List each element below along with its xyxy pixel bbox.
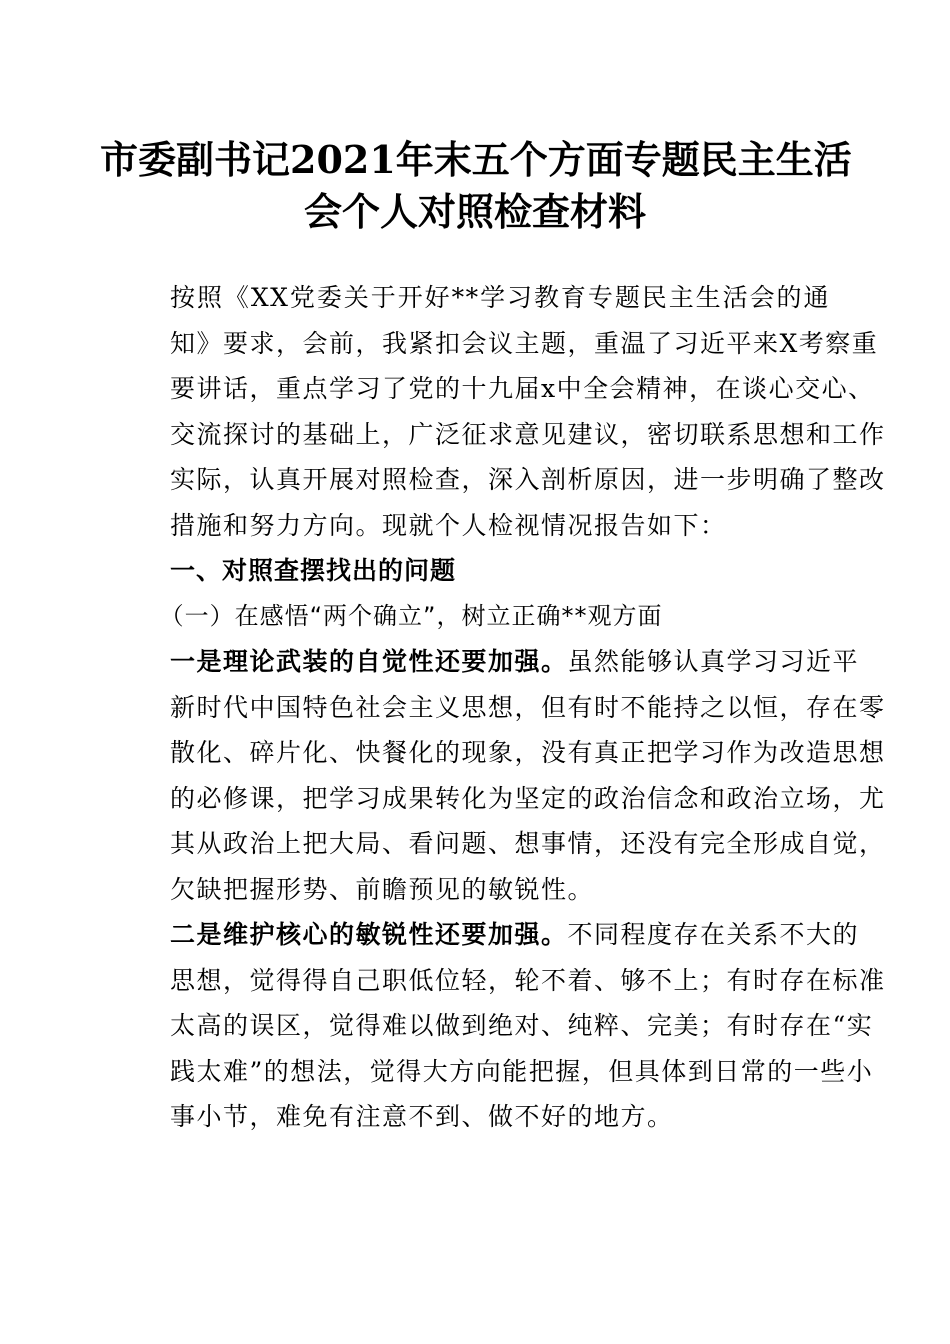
document-title <box>100 134 850 238</box>
intro-line: 措施和努力方向。现就个人检视情况报告如下： <box>170 510 727 540</box>
title-line-2: 会个人对照检查材料 <box>303 189 646 234</box>
point-2-line: 践太难”的想法，觉得大方向能把握，但具体到日常的一些小 <box>170 1056 874 1086</box>
point-1-lead: 一是理论武装的自觉性还要加强。 <box>170 647 568 676</box>
point-2-line: 思想，觉得得自己职低位轻，轮不着、够不上；有时存在标准 <box>170 965 886 995</box>
point-1-line: 散化、碎片化、快餐化的现象，没有真正把学习作为改造思想 <box>170 738 886 767</box>
point-1-first-line <box>120 639 860 685</box>
point-2-line: 事小节，难免有注意不到、做不好的地方。 <box>170 1102 674 1131</box>
intro-line: 要讲话，重点学习了党的十九届x中全会精神，在谈心交心、 <box>170 374 875 403</box>
point-1-text: 虽然能够认真学习习近平 <box>567 647 860 676</box>
intro-line: 交流探讨的基础上，广泛征求意见建议，密切联系思想和工作 <box>170 419 886 449</box>
point-2-lead: 二是维护核心的敏锐性还要加强。 <box>170 920 568 949</box>
point-1-line: 欠缺把握形势、前瞻预见的敏锐性。 <box>170 874 595 904</box>
point-2-line: 太高的误区，觉得难以做到绝对、纯粹、完美；有时存在“实 <box>170 1011 874 1040</box>
point-1-line: 其从政治上把大局、看问题、想事情，还没有完全形成自觉， <box>170 829 886 858</box>
subsection-heading-1: （一）在感悟“两个确立”，树立正确**观方面 <box>159 601 663 630</box>
point-2-text: 不同程度存在关系不大的 <box>567 920 860 949</box>
intro-line: 实际，认真开展对照检查，深入剖析原因，进一步明确了整改 <box>170 465 886 494</box>
point-1-line: 的必修课，把学习成果转化为坚定的政治信念和政治立场，尤 <box>170 783 886 813</box>
point-1-paragraph <box>120 639 886 912</box>
section-heading-1: 一、对照查摆找出的问题 <box>170 556 457 585</box>
intro-line: 按照《XX党委关于开好**学习教育专题民主生活会的通 <box>170 283 830 312</box>
document-body <box>120 275 886 1140</box>
point-2-paragraph <box>120 912 886 1140</box>
intro-line: 知》要求，会前，我紧扣会议主题，重温了习近平来X考察重 <box>170 328 879 358</box>
point-2-first-line <box>120 912 860 958</box>
point-1-line: 新时代中国特色社会主义思想，但有时不能持之以恒，存在零 <box>170 692 886 722</box>
title-line-1: 市委副书记2021年末五个方面专题民主生活 <box>100 137 852 182</box>
intro-paragraph <box>120 275 886 548</box>
